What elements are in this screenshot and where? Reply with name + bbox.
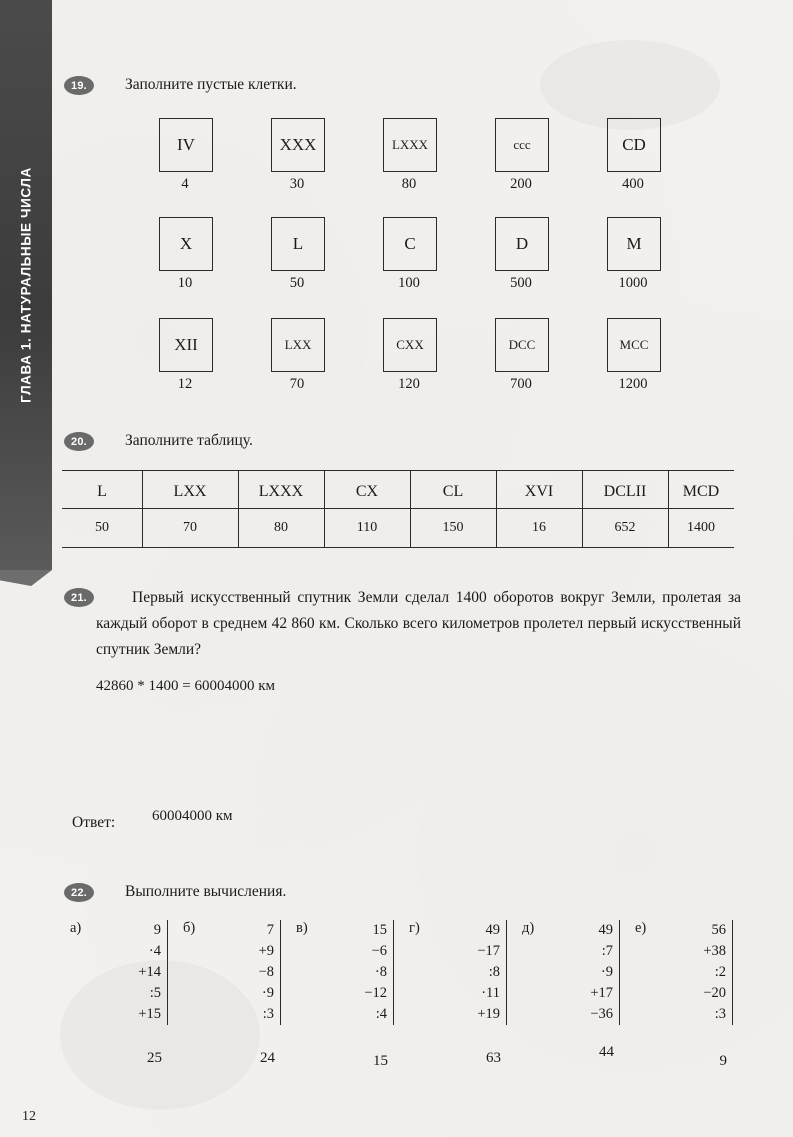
calc-step: −17 (477, 943, 500, 959)
table-rule-bottom (62, 547, 734, 548)
table-header-cell: DCLII (603, 483, 647, 500)
table-divider (582, 470, 583, 548)
calc-result[interactable]: 44 (599, 1044, 614, 1060)
table-divider (668, 470, 669, 548)
table-header-cell: CL (442, 483, 464, 500)
calc-step: +9 (258, 943, 274, 959)
roman-cell[interactable]: L (271, 217, 325, 271)
roman-cell[interactable]: X (159, 217, 213, 271)
roman-cell[interactable]: CXX (383, 318, 437, 372)
table-value-cell[interactable]: 70 (183, 520, 197, 535)
table-header-cell: CX (355, 483, 379, 500)
task-20-number: 20. (64, 432, 94, 451)
task-19-title: Заполните пустые клетки. (125, 76, 297, 93)
calc-steps (431, 920, 507, 1025)
calc-step: ·9 (261, 985, 274, 1001)
calc-step: +19 (477, 1006, 500, 1022)
chapter-tab (0, 0, 52, 570)
calc-step: −6 (371, 943, 387, 959)
calc-step: ·11 (481, 985, 500, 1001)
calc-step: :3 (262, 1006, 274, 1022)
answer-label: Ответ: (72, 814, 116, 831)
calc-column-letter: г) (409, 920, 420, 936)
roman-cell-value: 50 (289, 275, 305, 291)
calc-column-letter: а) (70, 920, 82, 936)
task-22-title: Выполните вычисления. (125, 883, 287, 900)
calc-step: −8 (258, 964, 274, 980)
roman-cell-value: 120 (398, 376, 420, 392)
calc-start: 9 (153, 922, 161, 938)
calc-start: 49 (598, 922, 613, 938)
calc-step: +14 (138, 964, 161, 980)
answer-value[interactable]: 60004000 км (152, 808, 233, 824)
calc-step: ·9 (600, 964, 613, 980)
calc-step: :7 (601, 943, 613, 959)
roman-cell[interactable]: DCC (495, 318, 549, 372)
roman-cell[interactable]: C (383, 217, 437, 271)
calc-step: −36 (590, 1006, 613, 1022)
calc-steps (318, 920, 394, 1025)
table-header-cell: XVI (524, 483, 554, 500)
roman-cell-value: 200 (510, 176, 532, 192)
calc-start: 15 (372, 922, 387, 938)
task-21-text: Первый искусственный спутник Земли сделал 1400 оборотов вокруг Земли, пролетая за каждый оборот в среднем 42 860 км. Сколько всего километров пролетел первый искусственный спутник Земли? (96, 589, 741, 658)
task-21-work[interactable]: 42860 * 1400 = 60004000 км (96, 678, 275, 694)
roman-cell[interactable]: IV (159, 118, 213, 172)
calc-step: ·4 (148, 943, 161, 959)
roman-cell[interactable]: CD (607, 118, 661, 172)
calc-column-letter: д) (522, 920, 535, 936)
roman-cell-value: 70 (289, 376, 305, 392)
table-value-cell[interactable]: 652 (614, 520, 636, 535)
calc-column-letter: б) (183, 920, 196, 936)
roman-cell-value: 12 (177, 376, 193, 392)
table-value-cell[interactable]: 50 (95, 520, 109, 535)
calc-step: :2 (714, 964, 726, 980)
calc-steps (205, 920, 281, 1025)
roman-cell[interactable]: LXXX (383, 118, 437, 172)
calc-column-letter: в) (296, 920, 308, 936)
roman-cell-value: 400 (622, 176, 644, 192)
table-divider (496, 470, 497, 548)
table-value-cell[interactable]: 16 (532, 520, 546, 535)
calc-start: 56 (711, 922, 726, 938)
calc-start: 49 (485, 922, 500, 938)
table-header-cell: MCD (682, 483, 720, 500)
calc-step: :3 (714, 1006, 726, 1022)
table-divider (238, 470, 239, 548)
table-header-cell: L (97, 483, 107, 500)
calc-steps (657, 920, 733, 1025)
task-19-number: 19. (64, 76, 94, 95)
calc-step: :5 (149, 985, 161, 1001)
calc-step: +17 (590, 985, 613, 1001)
calc-start: 7 (266, 922, 274, 938)
roman-cell[interactable]: M (607, 217, 661, 271)
roman-cell[interactable]: LXX (271, 318, 325, 372)
calc-result[interactable]: 15 (373, 1053, 388, 1069)
table-rule-mid (62, 508, 734, 509)
roman-cell-value: 1200 (618, 376, 648, 392)
roman-cell-value: 700 (510, 376, 532, 392)
roman-cell-value: 500 (510, 275, 532, 291)
roman-cell-value: 30 (289, 176, 305, 192)
page-number: 12 (22, 1109, 36, 1124)
calc-step: +15 (138, 1006, 161, 1022)
roman-cell-value: 10 (177, 275, 193, 291)
table-rule-top (62, 470, 734, 471)
chapter-tab-label: ГЛАВА 1. НАТУРАЛЬНЫЕ ЧИСЛА (18, 167, 34, 403)
roman-cell[interactable]: ccc (495, 118, 549, 172)
roman-cell[interactable]: MCC (607, 318, 661, 372)
roman-cell[interactable]: XII (159, 318, 213, 372)
calc-result[interactable]: 63 (486, 1050, 501, 1066)
calc-step: −12 (364, 985, 387, 1001)
roman-cell-value: 1000 (618, 275, 648, 291)
calc-steps (544, 920, 620, 1025)
calc-result[interactable]: 24 (260, 1050, 275, 1066)
calc-step: ·8 (374, 964, 387, 980)
table-value-cell[interactable]: 150 (442, 520, 464, 535)
table-value-cell[interactable]: 1400 (687, 520, 715, 535)
table-header-cell: LXX (173, 483, 207, 500)
calc-column-letter: е) (635, 920, 647, 936)
task-22-number: 22. (64, 883, 94, 902)
roman-cell-value: 100 (398, 275, 420, 291)
roman-cell[interactable]: XXX (271, 118, 325, 172)
roman-cell[interactable]: D (495, 217, 549, 271)
roman-cell-value: 4 (181, 176, 189, 192)
task-20-title: Заполните таблицу. (125, 432, 253, 449)
task-21-number: 21. (64, 588, 94, 607)
table-divider (324, 470, 325, 548)
calc-result[interactable]: 9 (719, 1053, 727, 1069)
table-value-cell[interactable]: 80 (274, 520, 288, 535)
calc-step: :8 (488, 964, 500, 980)
roman-cell-value: 80 (401, 176, 417, 192)
table-header-cell: LXXX (258, 483, 304, 500)
calc-step: +38 (703, 943, 726, 959)
calc-step: −20 (703, 985, 726, 1001)
calc-steps (92, 920, 168, 1025)
paper-smudge (540, 40, 720, 130)
calc-result[interactable]: 25 (147, 1050, 162, 1066)
table-divider (142, 470, 143, 548)
table-divider (410, 470, 411, 548)
calc-step: :4 (375, 1006, 387, 1022)
table-value-cell[interactable]: 110 (356, 520, 378, 535)
roman-numeral-table (62, 470, 734, 548)
